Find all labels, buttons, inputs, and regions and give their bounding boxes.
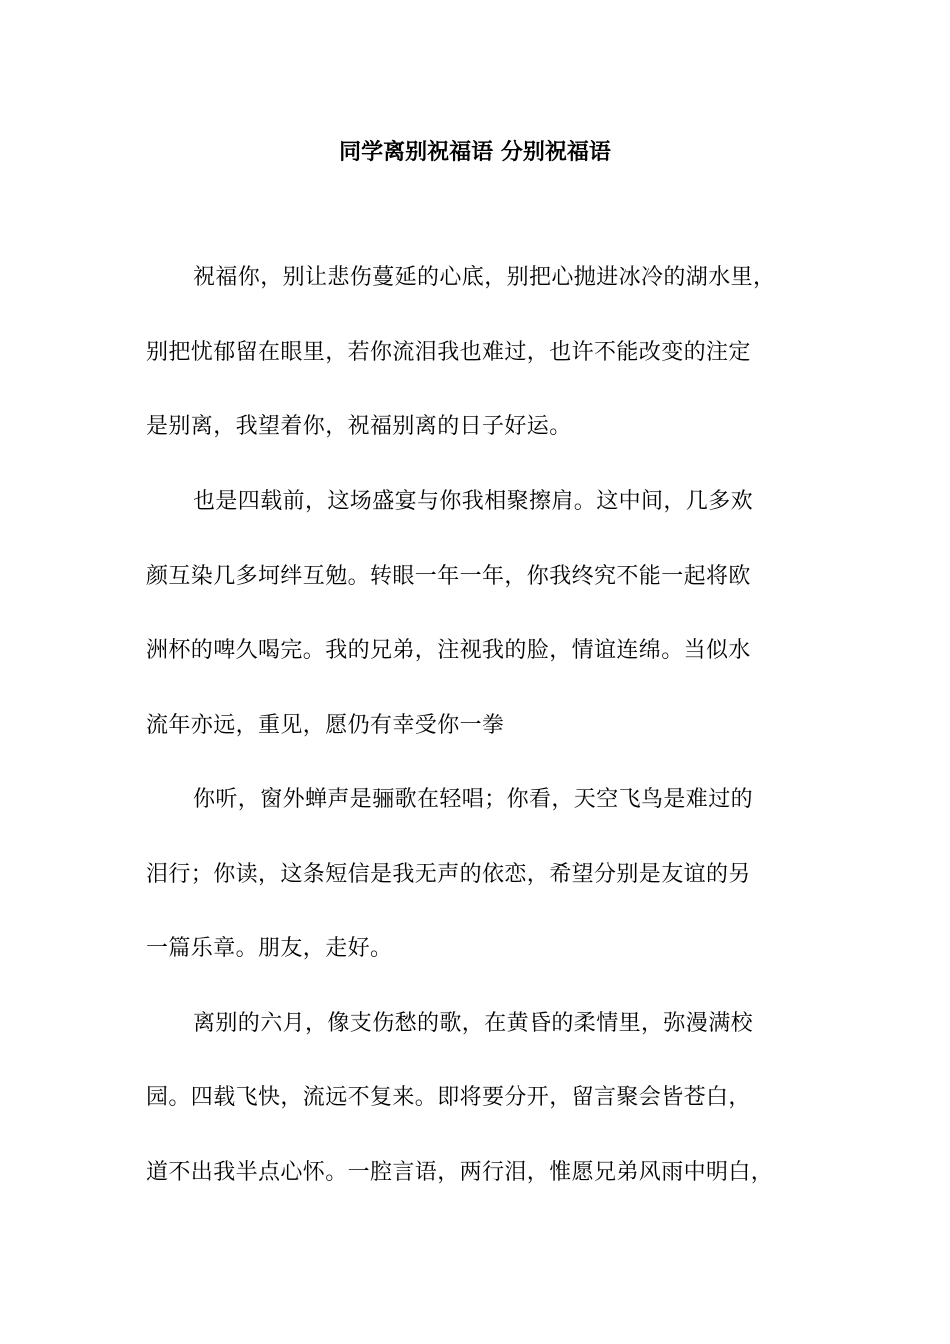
paragraph-1-line-2: 别把忧郁留在眼里，若你流泪我也难过，也许不能改变的注定 (146, 340, 751, 365)
paragraph-3-line-1: 你听，窗外蝉声是骊歌在轻唱；你看，天空飞鸟是难过的 (193, 787, 754, 812)
paragraph-2-line-1: 也是四载前，这场盛宴与你我相聚擦肩。这中间，几多欢 (193, 489, 754, 514)
paragraph-2-line-2: 颜互染几多坷绊互勉。转眼一年一年，你我终究不能一起将欧 (146, 564, 751, 589)
paragraph-2-line-4: 流年亦远，重见，愿仍有幸受你一拳 (146, 713, 505, 738)
document-title: 同学离别祝福语 分别祝福语 (339, 139, 611, 165)
paragraph-4-line-1: 离别的六月，像支伤愁的歌，在黄昏的柔情里，弥漫满校 (193, 1011, 754, 1036)
paragraph-3-line-2: 泪行；你读，这条短信是我无声的依恋，希望分别是友谊的另 (146, 862, 751, 887)
paragraph-4-line-3: 道不出我半点心怀。一腔言语，两行泪，惟愿兄弟风雨中明白， (146, 1160, 774, 1185)
paragraph-1-line-1: 祝福你，别让悲伤蔓延的心底，别把心抛进冰冷的湖水里， (193, 265, 776, 290)
paragraph-1-line-3: 是别离，我望着你，祝福别离的日子好运。 (146, 414, 572, 439)
paragraph-3-line-3: 一篇乐章。朋友，走好。 (146, 936, 393, 961)
paragraph-4-line-2: 园。四载飞快，流远不复来。即将要分开，留言聚会皆苍白， (146, 1085, 751, 1110)
paragraph-2-line-3: 洲杯的啤久喝完。我的兄弟，注视我的脸，情谊连绵。当似水 (146, 638, 751, 663)
